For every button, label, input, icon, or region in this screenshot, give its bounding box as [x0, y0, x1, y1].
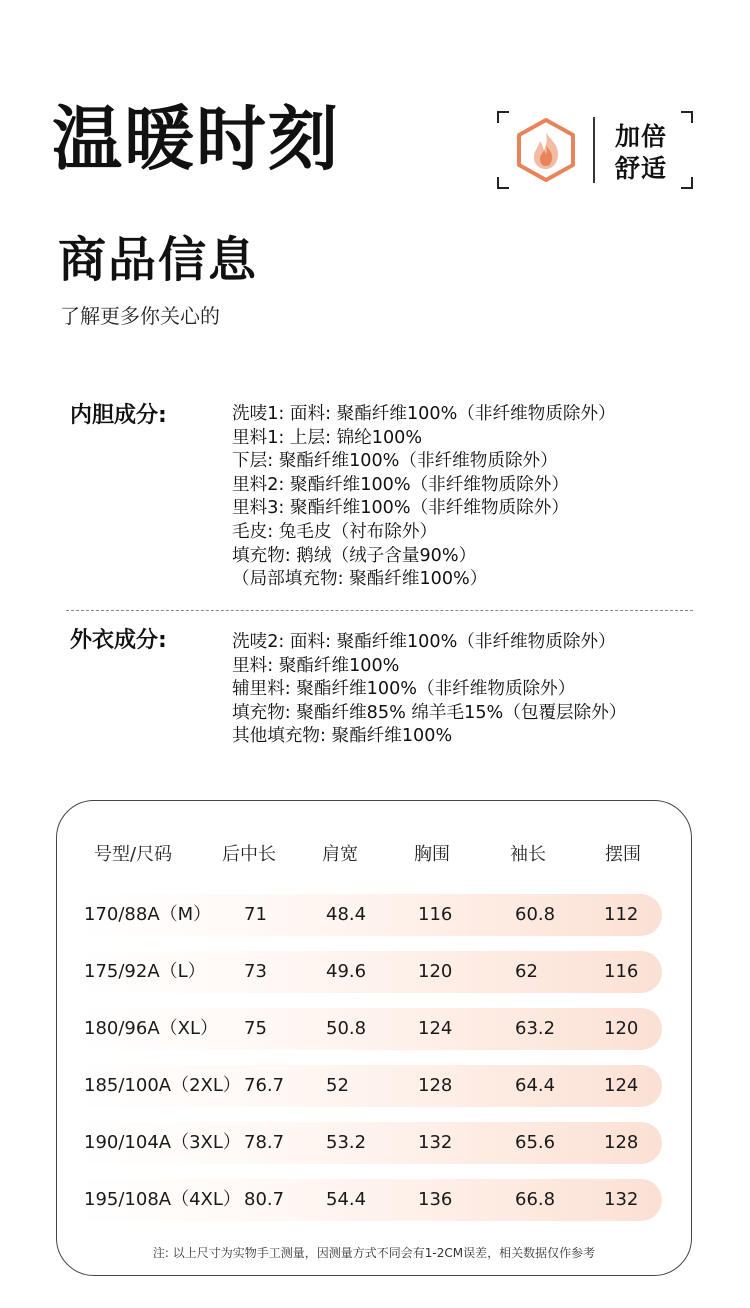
section-title: 商品信息 [58, 232, 259, 288]
column-header-chest: 胸围 [414, 844, 450, 865]
material-line: 毛皮: 兔毛皮（衬布除外） [232, 521, 438, 542]
cell-sleeve: 66.8 [515, 1189, 556, 1210]
cell-sleeve: 65.6 [515, 1132, 556, 1153]
cell-chest: 136 [418, 1189, 453, 1210]
cell-shoulder: 49.6 [326, 961, 367, 982]
material-line: 辅里料: 聚酯纤维100%（非纤维物质除外） [232, 679, 576, 700]
column-header-shoulder: 肩宽 [322, 844, 358, 865]
cell-back-length: 75 [244, 1018, 267, 1039]
outer-material-label: 外衣成分: [70, 628, 167, 653]
cell-hem: 132 [604, 1189, 639, 1210]
cell-size: 190/104A（3XL） [84, 1132, 241, 1153]
material-line: 填充物: 聚酯纤维85% 绵羊毛15%（包覆层除外） [232, 702, 627, 723]
badge-corner [681, 111, 693, 123]
inner-material-list [232, 403, 702, 592]
column-header-sleeve: 袖长 [510, 844, 546, 865]
cell-chest: 124 [418, 1018, 453, 1039]
cell-size: 170/88A（M） [84, 904, 212, 925]
dashed-divider [66, 610, 693, 611]
cell-chest: 132 [418, 1132, 453, 1153]
badge-text-line2: 舒适 [615, 154, 668, 183]
cell-shoulder: 53.2 [326, 1132, 367, 1153]
cell-size: 185/100A（2XL） [84, 1075, 241, 1096]
badge-corner [681, 177, 693, 189]
cell-back-length: 78.7 [244, 1132, 285, 1153]
cell-hem: 112 [604, 904, 639, 925]
material-line: （局部填充物: 聚酯纤维100%） [232, 569, 488, 590]
material-line: 里料1: 上层: 锦纶100% [232, 427, 423, 448]
cell-shoulder: 52 [326, 1075, 349, 1096]
material-line: 里料3: 聚酯纤维100%（非纤维物质除外） [232, 498, 569, 519]
size-note: 注: 以上尺寸为实物手工测量，因测量方式不同会有1-2CM误差，相关数据仅作参考 [152, 1246, 596, 1260]
cell-size: 175/92A（L） [84, 961, 206, 982]
column-header-hem: 摆围 [605, 844, 641, 865]
material-line: 其他填充物: 聚酯纤维100% [232, 726, 453, 747]
cell-back-length: 80.7 [244, 1189, 285, 1210]
brand-title: 温暖时刻 [52, 98, 340, 180]
material-line: 洗唛1: 面料: 聚酯纤维100%（非纤维物质除外） [232, 404, 616, 424]
inner-material-label: 内胆成分: [70, 403, 167, 428]
cell-sleeve: 64.4 [515, 1075, 556, 1096]
cell-hem: 116 [604, 961, 639, 982]
cell-shoulder: 48.4 [326, 904, 367, 925]
badge-divider [593, 117, 595, 183]
badge-text-line1: 加倍 [615, 122, 668, 151]
material-line: 洗唛2: 面料: 聚酯纤维100%（非纤维物质除外） [232, 632, 616, 652]
cell-sleeve: 60.8 [515, 904, 556, 925]
material-line: 下层: 聚酯纤维100%（非纤维物质除外） [232, 451, 558, 472]
flame-hexagon-icon [513, 117, 579, 183]
cell-back-length: 71 [244, 904, 267, 925]
cell-back-length: 73 [244, 961, 267, 982]
cell-shoulder: 54.4 [326, 1189, 367, 1210]
cell-hem: 128 [604, 1132, 639, 1153]
cell-chest: 128 [418, 1075, 453, 1096]
outer-material-list [232, 631, 702, 749]
cell-sleeve: 63.2 [515, 1018, 556, 1039]
comfort-badge [497, 111, 693, 189]
material-line: 里料2: 聚酯纤维100%（非纤维物质除外） [232, 474, 569, 495]
cell-shoulder: 50.8 [326, 1018, 367, 1039]
section-subtitle: 了解更多你关心的 [60, 304, 220, 328]
cell-hem: 120 [604, 1018, 639, 1039]
cell-size: 180/96A（XL） [84, 1018, 218, 1039]
column-header-back-length: 后中长 [222, 844, 276, 865]
cell-size: 195/108A（4XL） [84, 1189, 241, 1210]
badge-corner [497, 177, 509, 189]
cell-sleeve: 62 [515, 961, 538, 982]
cell-back-length: 76.7 [244, 1075, 285, 1096]
cell-chest: 120 [418, 961, 453, 982]
badge-corner [497, 111, 509, 123]
cell-hem: 124 [604, 1075, 639, 1096]
column-header-size: 号型/尺码 [94, 844, 173, 865]
cell-chest: 116 [418, 904, 453, 925]
material-line: 填充物: 鹅绒（绒子含量90%） [232, 545, 477, 566]
material-line: 里料: 聚酯纤维100% [232, 655, 400, 676]
